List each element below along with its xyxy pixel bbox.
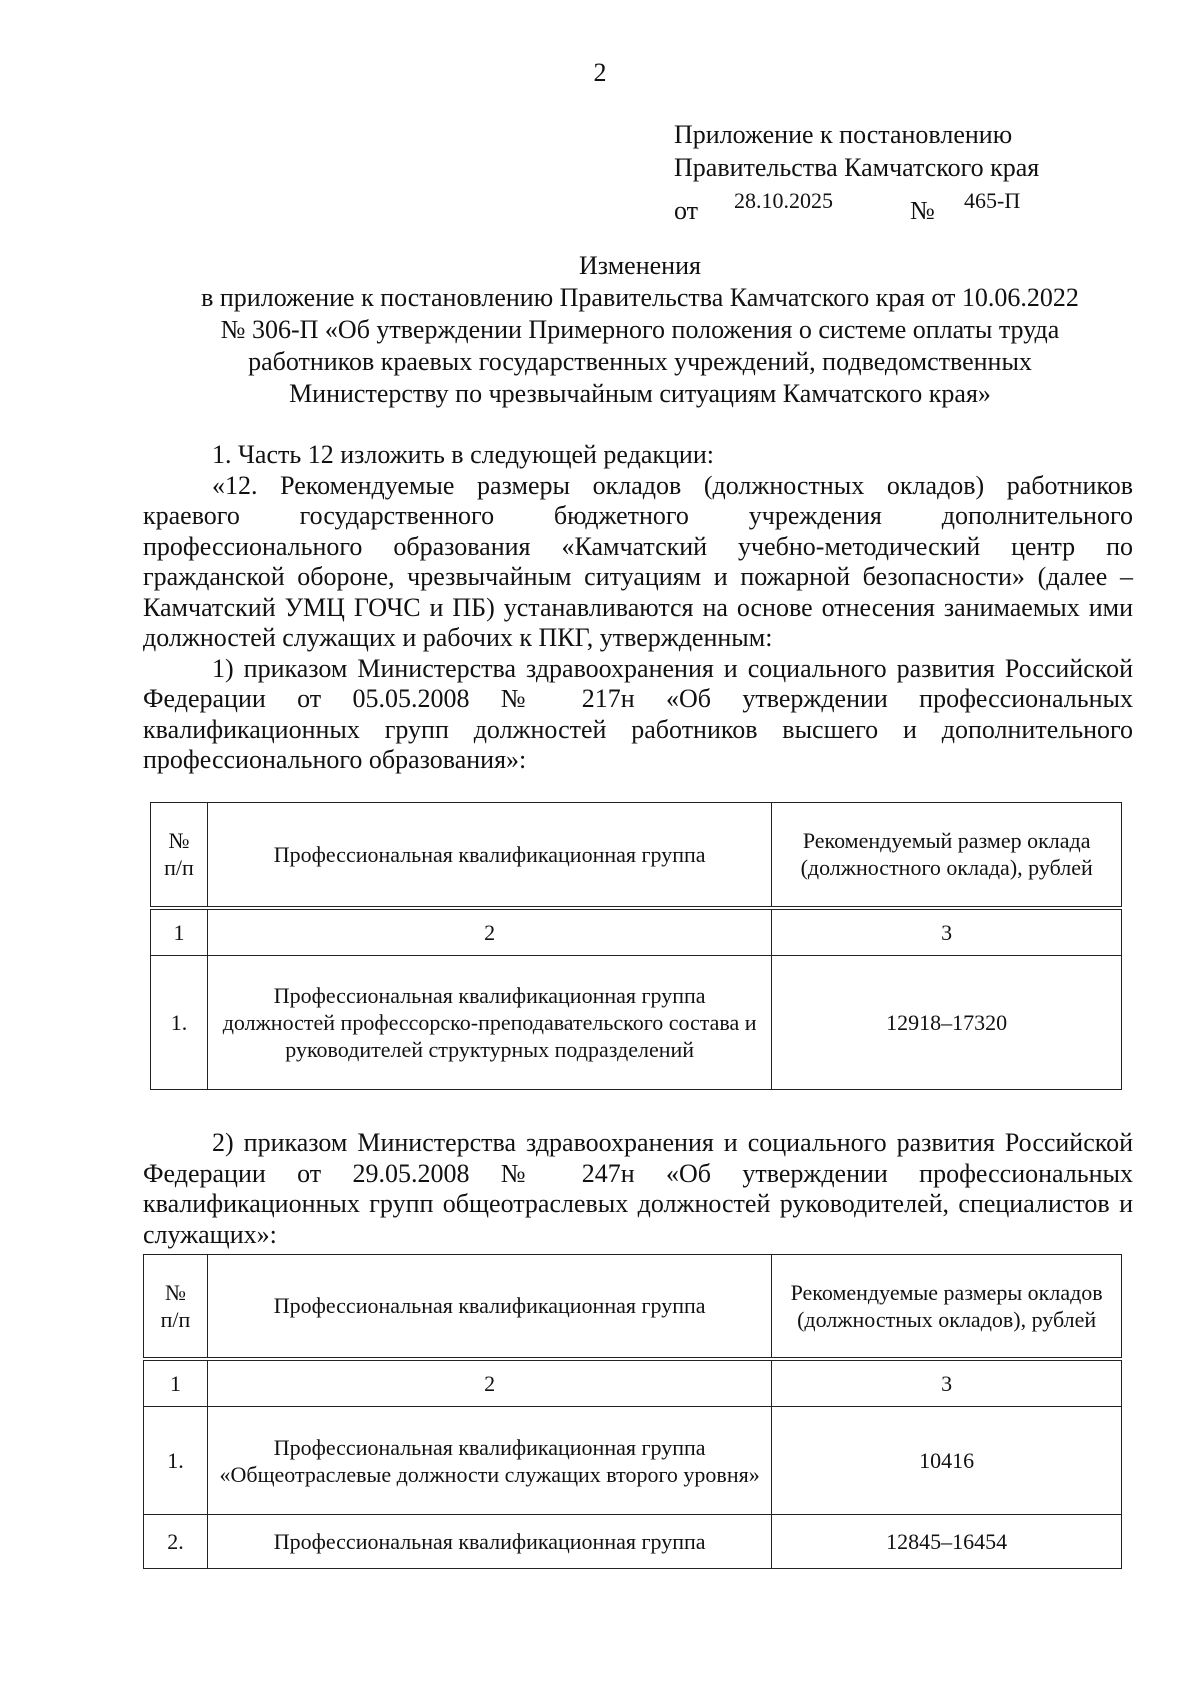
subitem-2: 2) приказом Министерства здравоохранения и социального развития Российской Федерации от 29.05.2008 № 247н «Об утверждении профессиональных квалификационных групп общеотраслевых должностей руководителей, специалистов и служащих»: [143, 1128, 1133, 1249]
table-2-header-salary: Рекомендуемые размеры окладов (должностных окладов), рублей [772, 1255, 1122, 1359]
table-2-row-2-group: Профессиональная квалификационная группа [207, 1515, 771, 1569]
title-line-2: в приложение к постановлению Правительства Камчатского края от 10.06.2022 [201, 283, 1079, 312]
appendix-line-2: Правительства Камчатского края [674, 153, 1040, 182]
table-2-numbering-row [144, 1359, 1122, 1407]
page-number: 2 [593, 58, 607, 87]
appendix-from-label: от [674, 196, 699, 225]
title-line-4: работников краевых государственных учреждений, подведомственных [248, 347, 1032, 376]
table-2-numbering-1: 1 [144, 1359, 208, 1407]
item-1: 1. Часть 12 изложить в следующей редакции: [212, 440, 714, 469]
table-1-header-group: Профессиональная квалификационная группа [207, 803, 771, 908]
appendix-line-1: Приложение к постановлению [674, 120, 1013, 149]
table-1-row-1-group: Профессиональная квалификационная группа должностей профессорско-преподавательского состава и руководителей структурных подразделений [207, 956, 771, 1090]
paragraph-12: «12. Рекомендуемые размеры окладов (должностных окладов) работников краевого государственного бюджетного учреждения дополнительного профессионального образования «Камчатский учебно-методический центр по гражданской обороне, чрезвычайным ситуациям и пожарной безопасности» (далее – Камчатский УМЦ ГОЧС и ПБ) устанавливаются на основе отнесения занимаемых ими должностей служащих и рабочих к ПКГ, утвержденным: [143, 470, 1133, 652]
appendix-number-sign: № [910, 196, 935, 225]
body-part-1 [143, 440, 1133, 776]
title-line-3: № 306-П «Об утверждении Примерного положения о системе оплаты труда [220, 315, 1060, 344]
title-line-5: Министерству по чрезвычайным ситуациям Камчатского края» [289, 379, 991, 408]
document-title [0, 250, 1200, 410]
body-part-2 [143, 1128, 1133, 1250]
table-row [151, 956, 1122, 1090]
table-1-header-salary: Рекомендуемый размер оклада (должностного оклада), рублей [772, 803, 1122, 908]
table-row [144, 1407, 1122, 1515]
table-2-header-row [144, 1255, 1122, 1359]
table-2-row-1-num: 1. [144, 1407, 208, 1515]
table-2-numbering-3: 3 [772, 1359, 1122, 1407]
table-row [144, 1515, 1122, 1569]
table-1-row-1-salary: 12918–17320 [772, 956, 1122, 1090]
subitem-1: 1) приказом Министерства здравоохранения и социального развития Российской Федерации от 05.05.2008 № 217н «Об утверждении профессиональных квалификационных групп должностей работников высшего и дополнительного профессионального образования»: [143, 653, 1133, 774]
table-2-row-1-salary: 10416 [772, 1407, 1122, 1515]
appendix-date: 28.10.2025 [734, 188, 833, 213]
table-2 [143, 1254, 1122, 1569]
table-1-numbering-3: 3 [772, 908, 1122, 956]
table-2-numbering-2: 2 [207, 1359, 771, 1407]
table-2-row-2-num: 2. [144, 1515, 208, 1569]
table-1-header-num: № п/п [151, 803, 208, 908]
table-1 [150, 802, 1122, 1090]
table-1-numbering-2: 2 [207, 908, 771, 956]
table-1-row-1-num: 1. [151, 956, 208, 1090]
table-1-numbering-row [151, 908, 1122, 956]
table-1-header-row [151, 803, 1122, 908]
appendix-number: 465-П [964, 188, 1021, 213]
table-2-header-group: Профессиональная квалификационная группа [207, 1255, 771, 1359]
table-2-row-2-salary: 12845–16454 [772, 1515, 1122, 1569]
table-2-row-1-group: Профессиональная квалификационная группа «Общеотраслевые должности служащих второго уровня» [207, 1407, 771, 1515]
title-line-1: Изменения [579, 251, 701, 280]
appendix-header [674, 118, 1040, 225]
appendix-date-row [674, 184, 1039, 225]
table-1-numbering-1: 1 [151, 908, 208, 956]
table-2-header-num: № п/п [144, 1255, 208, 1359]
